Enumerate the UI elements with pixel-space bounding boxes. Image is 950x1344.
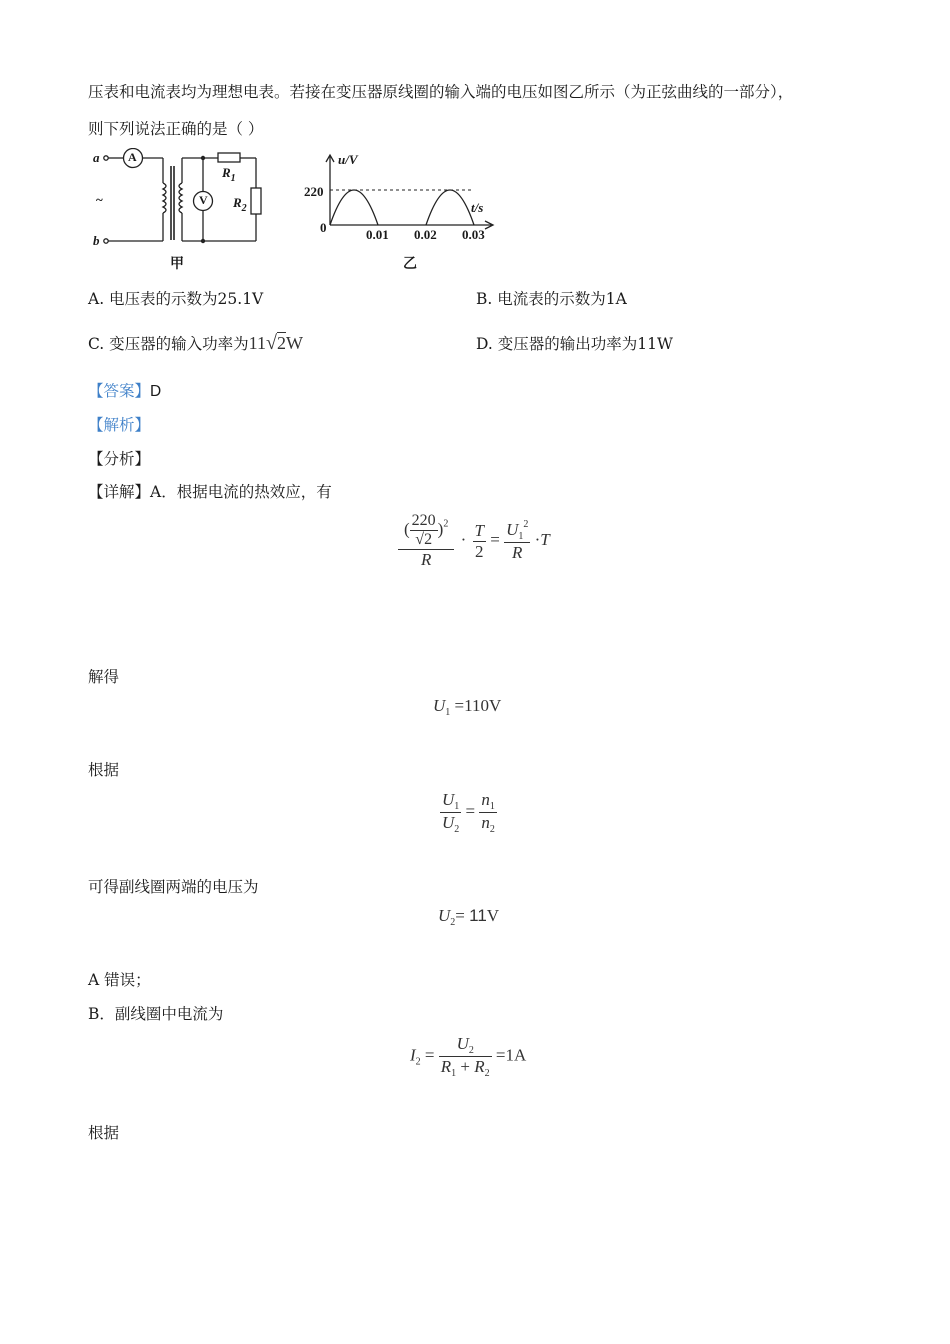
r1-label: $R_1$ bbox=[222, 165, 236, 184]
option-c-value: 11√2W bbox=[248, 332, 303, 354]
figure-a-caption: 甲 bbox=[170, 257, 184, 272]
x-tick-003: 0.03 bbox=[462, 227, 485, 242]
option-c: C. 变压器的输入功率为11√2W bbox=[88, 332, 303, 354]
terminal-a-label: a bbox=[93, 150, 100, 165]
eq1-left-fraction: ( $\frac{220}{√2}$ )$^2$ R bbox=[398, 512, 454, 570]
r2-resistor bbox=[251, 188, 261, 214]
eq1-t-fraction: $\frac{T}{2}$ bbox=[474, 520, 484, 561]
r1-resistor bbox=[218, 153, 240, 162]
detail-line: 【详解】A．根据电流的热效应，有 bbox=[88, 483, 332, 501]
x-tick-002: 0.02 bbox=[414, 227, 437, 242]
figure-b-caption: 乙 bbox=[403, 257, 417, 272]
option-d: D. 变压器的输出功率为11W bbox=[476, 335, 673, 353]
according-label-2: 根据 bbox=[88, 1124, 120, 1142]
equation-u2: $U_2= 11V$ bbox=[438, 906, 500, 928]
secondary-voltage-text: 可得副线圈两端的电压为 bbox=[88, 878, 259, 896]
equation-i2: $I_2$ = $\frac{U_2}{R_1 + R_2}$ =1A bbox=[410, 1034, 527, 1079]
ammeter-label: A bbox=[128, 150, 137, 164]
x-axis-label: t/s bbox=[471, 200, 484, 215]
y-axis-label: u/V bbox=[338, 152, 358, 167]
analysis-label: 【解析】 bbox=[88, 416, 151, 434]
b-current-text: B．副线圈中电流为 bbox=[88, 1005, 224, 1023]
question-line-2: 则下列说法正确的是（ ） bbox=[88, 120, 264, 138]
eq1-right-fraction: $\frac{U_1^2}{R}$ bbox=[506, 519, 529, 562]
x-tick-001: 0.01 bbox=[366, 227, 389, 242]
answer-line: 【答案】D bbox=[88, 382, 162, 400]
fenxi-label: 【分析】 bbox=[88, 450, 151, 468]
y-tick-220: 220 bbox=[304, 184, 324, 199]
r2-label: $R_2$ bbox=[233, 195, 247, 214]
solve-label: 解得 bbox=[88, 668, 120, 686]
wave-half-1 bbox=[330, 190, 378, 225]
equation-u1: $U_1 =110V$ bbox=[433, 696, 502, 718]
terminal-b-label: b bbox=[93, 233, 100, 248]
origin-label: 0 bbox=[320, 220, 327, 235]
a-wrong-text: A 错误； bbox=[88, 971, 151, 989]
terminal-b-dot bbox=[104, 239, 108, 243]
equation-heat-effect: ( $\frac{220}{√2}$ )$^2$ R · $\frac{T}{2}$ = $\frac{U_1^2}{R}$ ·T bbox=[398, 512, 550, 570]
voltmeter-label: V bbox=[199, 193, 208, 207]
question-line-1: 压表和电流表均为理想电表。若接在变压器原线圈的输入端的电压如图乙所示（为正弦曲线的一部分）， bbox=[88, 83, 794, 101]
equation-turns-ratio: $\frac{U_1}{U_2}$ = $\frac{n_1}{n_2}$ bbox=[442, 790, 495, 835]
ac-source-symbol: ~ bbox=[96, 192, 103, 207]
option-b: B. 电流表的示数为1A bbox=[476, 290, 627, 308]
according-label-1: 根据 bbox=[88, 761, 120, 779]
option-a: A. 电压表的示数为25.1V bbox=[88, 290, 264, 308]
terminal-a-dot bbox=[104, 156, 108, 160]
wave-half-2 bbox=[426, 190, 474, 225]
